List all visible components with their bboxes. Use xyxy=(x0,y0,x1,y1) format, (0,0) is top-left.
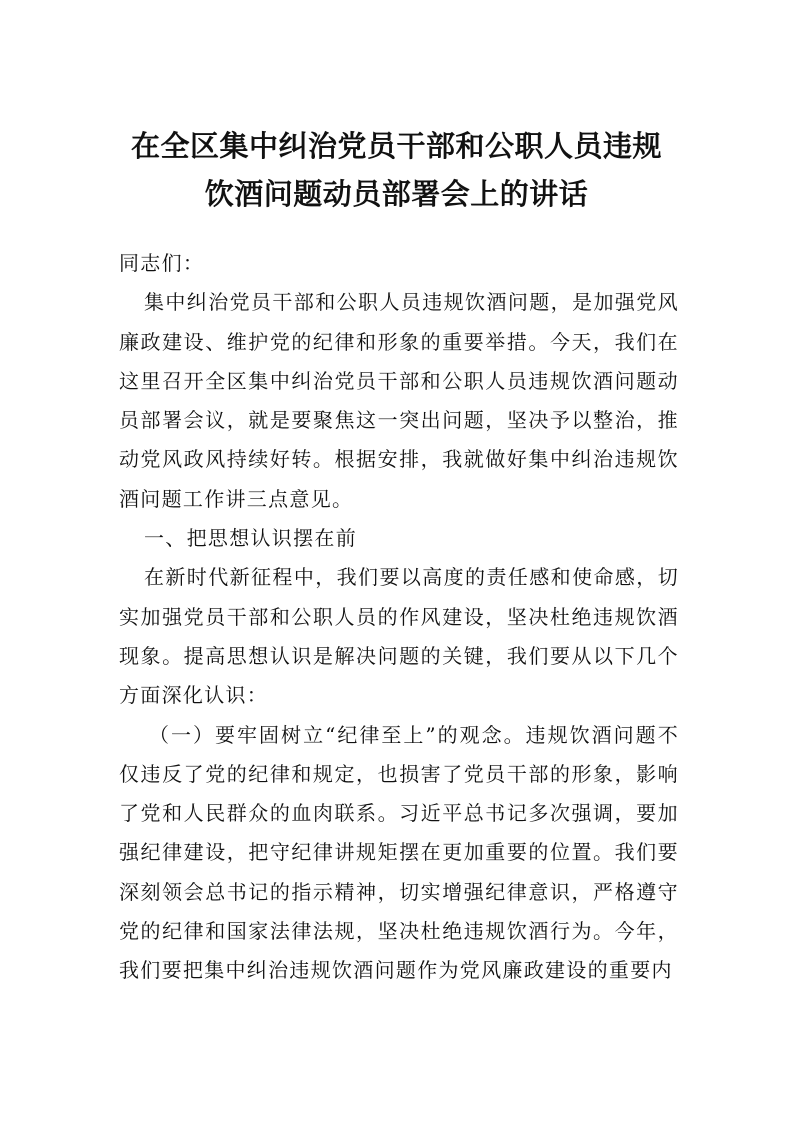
paragraph-intro: 集中纠治党员干部和公职人员违规饮酒问题，是加强党风廉政建设、维护党的纪律和形象的重要举措。今天，我们在这里召开全区集中纠治党员干部和公职人员违规饮酒问题动员部署会议，就是要聚焦这一突出问题，坚决予以整治，推动党风政风持续好转。根据安排，我就做好集中纠治违规饮酒问题工作讲三点意见。 xyxy=(119,290,679,511)
salutation: 同志们： xyxy=(119,251,205,275)
document-title-line-1: 在全区集中纠治党员干部和公职人员违规 xyxy=(130,129,662,163)
document-title-line-2: 饮酒问题动员部署会上的讲话 xyxy=(204,177,589,211)
section-heading-1: 一、把思想认识摆在前 xyxy=(144,526,357,551)
document-body xyxy=(119,244,679,991)
paragraph-subitem-1: （一）要牢固树立“纪律至上”的观念。违规饮酒问题不仅违反了党的纪律和规定，也损害了党员干部的形象，影响了党和人民群众的血肉联系。习近平总书记多次强调，要加强纪律建设，把守纪律讲规矩摆在更加重要的位置。我们要深刻领会总书记的指示精神，切实增强纪律意识，严格遵守党的纪律和国家法律法规，坚决杜绝违规饮酒行为。今年，我们要把集中纠治违规饮酒问题作为党风廉政建设的重要内 xyxy=(119,722,679,983)
paragraph-section-1: 在新时代新征程中，我们要以高度的责任感和使命感，切实加强党员干部和公职人员的作风建设，坚决杜绝违规饮酒现象。提高思想认识是解决问题的关键，我们要从以下几个方面深化认识： xyxy=(119,565,679,708)
